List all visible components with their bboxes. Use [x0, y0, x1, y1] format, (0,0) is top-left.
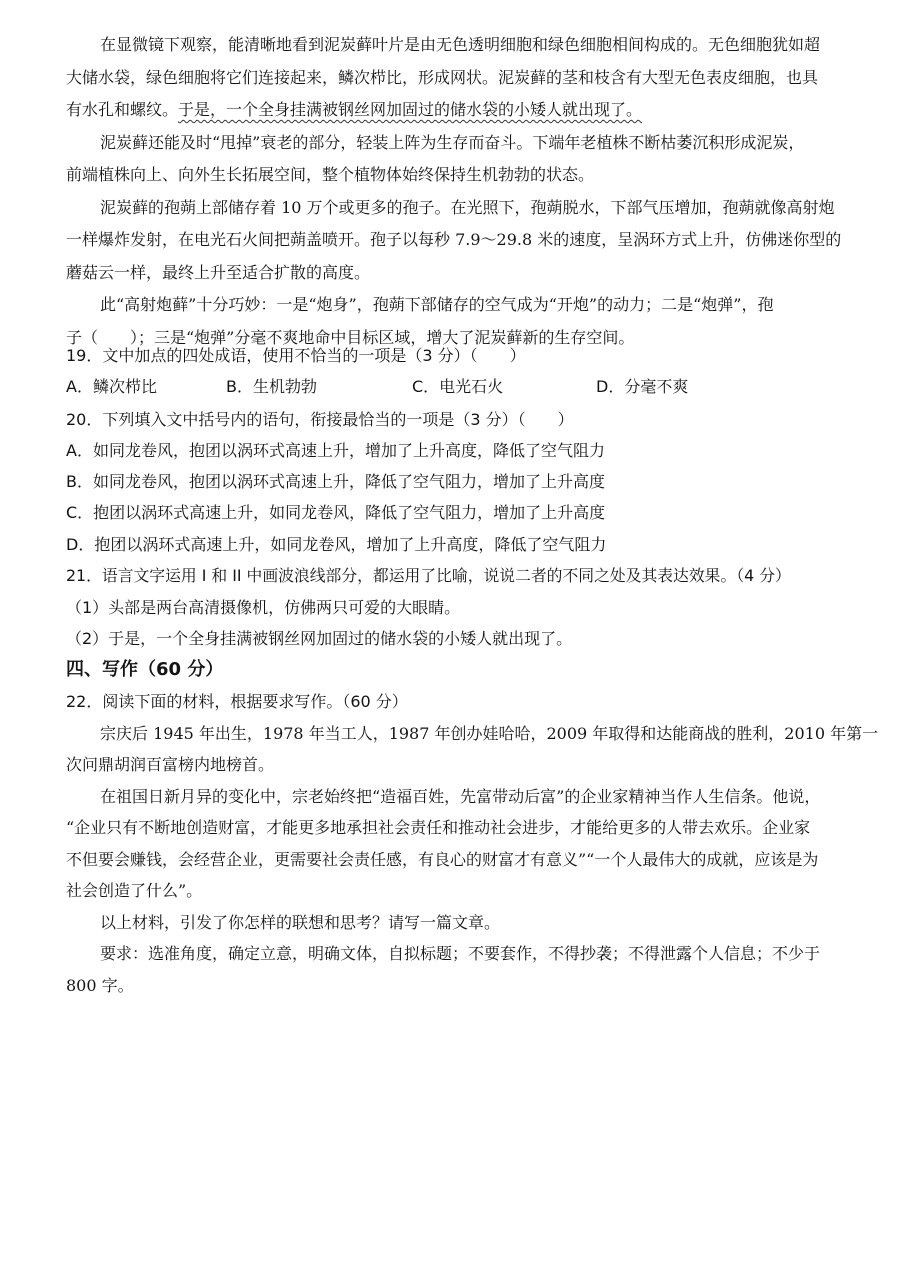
wavy-underlined-sentence: 于是，一个全身挂满被钢丝网加固过的储水袋的小矮人就出现了。 [178, 100, 643, 119]
question-21-stem: 21．语言文字运用 I 和 II 中画波浪线部分，都运用了比喻，说说二者的不同之处及其表达效果。（4 分） [66, 566, 791, 585]
passage-p4-line2: 子（ ）；三是“炮弹”分毫不爽地命中目标区域，增大了泥炭藓新的生存空间。 [66, 328, 635, 347]
q21-sentence-2: （2）于是，一个全身挂满被钢丝网加固过的储水袋的小矮人就出现了。 [66, 629, 573, 648]
q19-option-c: C．电光石火 [412, 377, 504, 396]
q21-sentence-1: （1）头部是两台高清摄像机，仿佛两只可爱的大眼睛。 [66, 598, 461, 617]
passage-p1-line1: 在显微镜下观察，能清晰地看到泥炭藓叶片是由无色透明细胞和绿色细胞相间构成的。无色细胞犹如超 [100, 35, 821, 54]
q22-material-p2-line4: 社会创造了什么”。 [66, 881, 203, 900]
q22-material-p1-line2: 次问鼎胡润百富榜内地榜首。 [66, 755, 275, 774]
passage-p4-line1: 此“高射炮藓”十分巧妙：一是“炮身”，孢蒴下部储存的空气成为“开炮”的动力；二是“炮弹”，孢 [100, 295, 774, 314]
q19-option-a: A．鳞次栉比 [66, 377, 157, 396]
passage-p3-line1: 泥炭藓的孢蒴上部储存着 10 万个或更多的孢子。在光照下，孢蒴脱水，下部气压增加，孢蒴就像高射炮 [100, 198, 835, 217]
q22-requirements-line1: 要求：选准角度，确定立意，明确文体，自拟标题；不要套作，不得抄袭；不得泄露个人信息；不少于 [100, 944, 821, 963]
question-20-stem: 20．下列填入文中括号内的语句，衔接最恰当的一项是（3 分）（ ） [66, 410, 574, 429]
q22-requirements-line2: 800 字。 [66, 976, 134, 995]
q20-option-d: D．抱团以涡环式高速上升，如同龙卷风，增加了上升高度，降低了空气阻力 [66, 535, 607, 554]
q20-option-c: C．抱团以涡环式高速上升，如同龙卷风，降低了空气阻力，增加了上升高度 [66, 503, 606, 522]
q22-material-p2-line2: “企业只有不断地创造财富，才能更多地承担社会责任和推动社会进步，才能给更多的人带去欢乐。企业家 [66, 818, 811, 837]
question-19-options [66, 376, 856, 398]
q22-material-p2-line1: 在祖国日新月异的变化中，宗老始终把“造福百姓，先富带动后富”的企业家精神当作人生信条。他说， [100, 787, 821, 806]
passage-p3-line2: 一样爆炸发射，在电光石火间把蒴盖喷开。孢子以每秒 7.9～29.8 米的速度，呈涡环方式上升，仿佛迷你型的 [66, 230, 842, 249]
q22-material-p1-line1: 宗庆后 1945 年出生，1978 年当工人，1987 年创办娃哈哈，2009 年取得和达能商战的胜利，2010 年第一 [100, 724, 879, 743]
passage-p1-line3-start: 有水孔和螺纹。 [66, 100, 179, 119]
question-19-stem: 19．文中加点的四处成语，使用不恰当的一项是（3 分）（ ） [66, 346, 526, 365]
question-22-stem: 22．阅读下面的材料，根据要求写作。（60 分） [66, 692, 408, 711]
passage-p2-line1: 泥炭藓还能及时“甩掉”衰老的部分，轻装上阵为生存而奋斗。下端年老植株不断枯萎沉积形成泥炭， [100, 133, 805, 152]
passage-p3-line3: 蘑菇云一样，最终上升至适合扩散的高度。 [66, 263, 371, 282]
q22-prompt: 以上材料，引发了你怎样的联想和思考？请写一篇文章。 [100, 913, 501, 932]
passage-p1-line3 [66, 99, 642, 121]
q19-option-b: B．生机勃勃 [226, 377, 317, 396]
passage-p1-line2: 大储水袋，绿色细胞将它们连接起来，鳞次栉比，形成网状。泥炭藓的茎和枝含有大型无色表皮细胞，也具 [66, 68, 819, 87]
q19-option-d: D．分毫不爽 [596, 377, 689, 396]
section-heading-writing: 四、写作（60 分） [66, 659, 224, 680]
q22-material-p2-line3: 不但要会赚钱，会经营企业，更需要社会责任感，有良心的财富才有意义”“一个人最伟大的成就，应该是为 [66, 850, 819, 869]
passage-p2-line2: 前端植株向上、向外生长拓展空间，整个植物体始终保持生机勃勃的状态。 [66, 165, 595, 184]
q20-option-b: B．如同龙卷风，抱团以涡环式高速上升，降低了空气阻力，增加了上升高度 [66, 472, 605, 491]
q20-option-a: A．如同龙卷风，抱团以涡环式高速上升，增加了上升高度，降低了空气阻力 [66, 441, 605, 460]
